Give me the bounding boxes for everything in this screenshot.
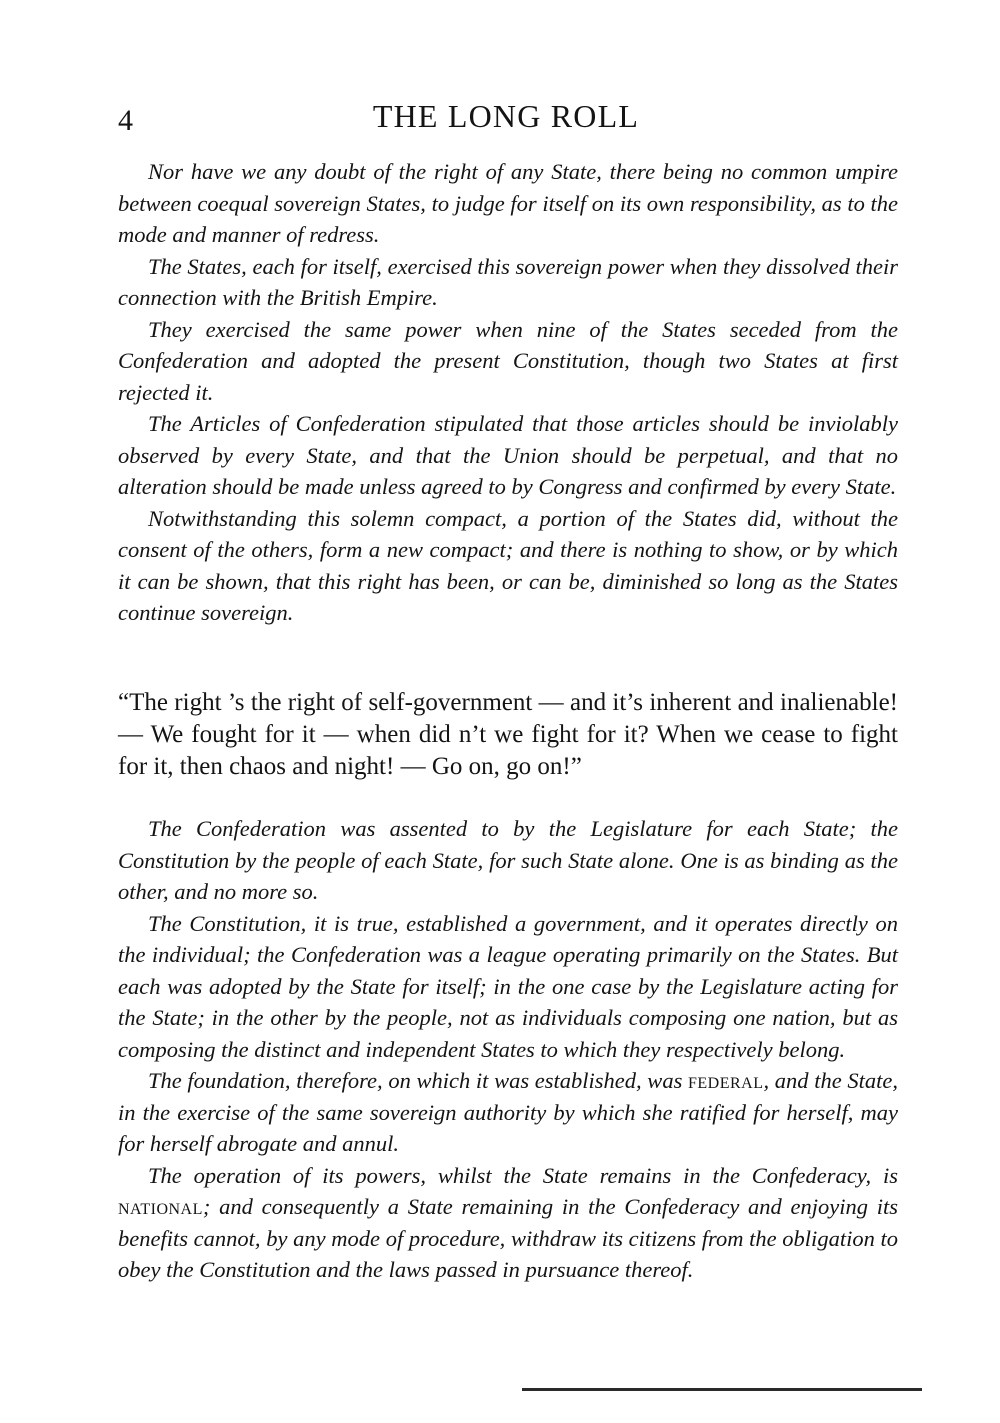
text-run: The foundation, therefore, on which it was established, was — [148, 1068, 688, 1093]
bottom-rule — [522, 1388, 922, 1391]
excerpt-paragraph-national — [118, 1160, 898, 1286]
text-run: The operation of its powers, whilst the State remains in the Confederacy, is — [148, 1162, 898, 1188]
dialogue-quote: “The right ’s the right of self-government — and it’s inherent and inalienable! — We fought for it — when did n’t we fight for it? When we cease to fight for it, then chaos and night! — Go on, go on!” — [118, 689, 898, 780]
small-caps-term-federal: federal — [688, 1068, 764, 1093]
excerpt-paragraph: The States, each for itself, exercised this sovereign power when they dissolved their connection with the British Empire. — [118, 253, 898, 310]
italic-excerpt-2 — [118, 813, 898, 1286]
running-title: THE LONG ROLL — [372, 98, 640, 134]
text-run: , and the State, in the exercise of the same sovereign authority by which she ratified for herself, may for herself abrogate and annul. — [118, 1068, 898, 1156]
excerpt-paragraph: Notwithstanding this solemn compact, a portion of the States did, without the consent of the others, form a new compact; and there is nothing to show, or by which it can be shown, that this right has been, or can be, diminished so long as the States continue sovereign. — [118, 505, 898, 625]
excerpt-paragraph: The Constitution, it is true, established a government, and it operates directly on the individual; the Confederation was a league operating primarily on the States. But each was adopted by the State for itself; in the one case by the Legislature acting for the State; in the other by the people, not as individuals composing one nation, but as composing the distinct and independent States to which they respectively belong. — [118, 910, 898, 1062]
page-number: 4 — [118, 104, 133, 137]
excerpt-paragraph: The Confederation was assented to by the Legislature for each State; the Constitution by the people of each State, for such State alone. One is as binding as the other, and no more so. — [118, 816, 898, 904]
excerpt-paragraph: The Articles of Confederation stipulated that those articles should be inviolably observed by every State, and that the Union should be perpetual, and that no alteration should be made unless agreed to by Congress and confirmed by every State. — [118, 411, 898, 499]
text-run: ; and consequently a State remaining in the Confederacy and enjoying its benefits cannot, by any mode of procedure, withdraw its citizens from the obligation to obey the Constitution and the laws passed in pursuance thereof. — [118, 1194, 898, 1282]
small-caps-term-national: national — [118, 1194, 203, 1219]
excerpt-paragraph: They exercised the same power when nine of the States seceded from the Confederation and adopted the present Constitution, though two States at first rejected it. — [118, 316, 898, 405]
excerpt-paragraph: Nor have we any doubt of the right of any State, there being no common umpire between coequal sovereign States, to judge for itself on its own responsibility, as to the mode and manner of redress. — [118, 159, 898, 247]
italic-excerpt-1 — [118, 156, 898, 629]
excerpt-paragraph-federal — [118, 1065, 898, 1160]
